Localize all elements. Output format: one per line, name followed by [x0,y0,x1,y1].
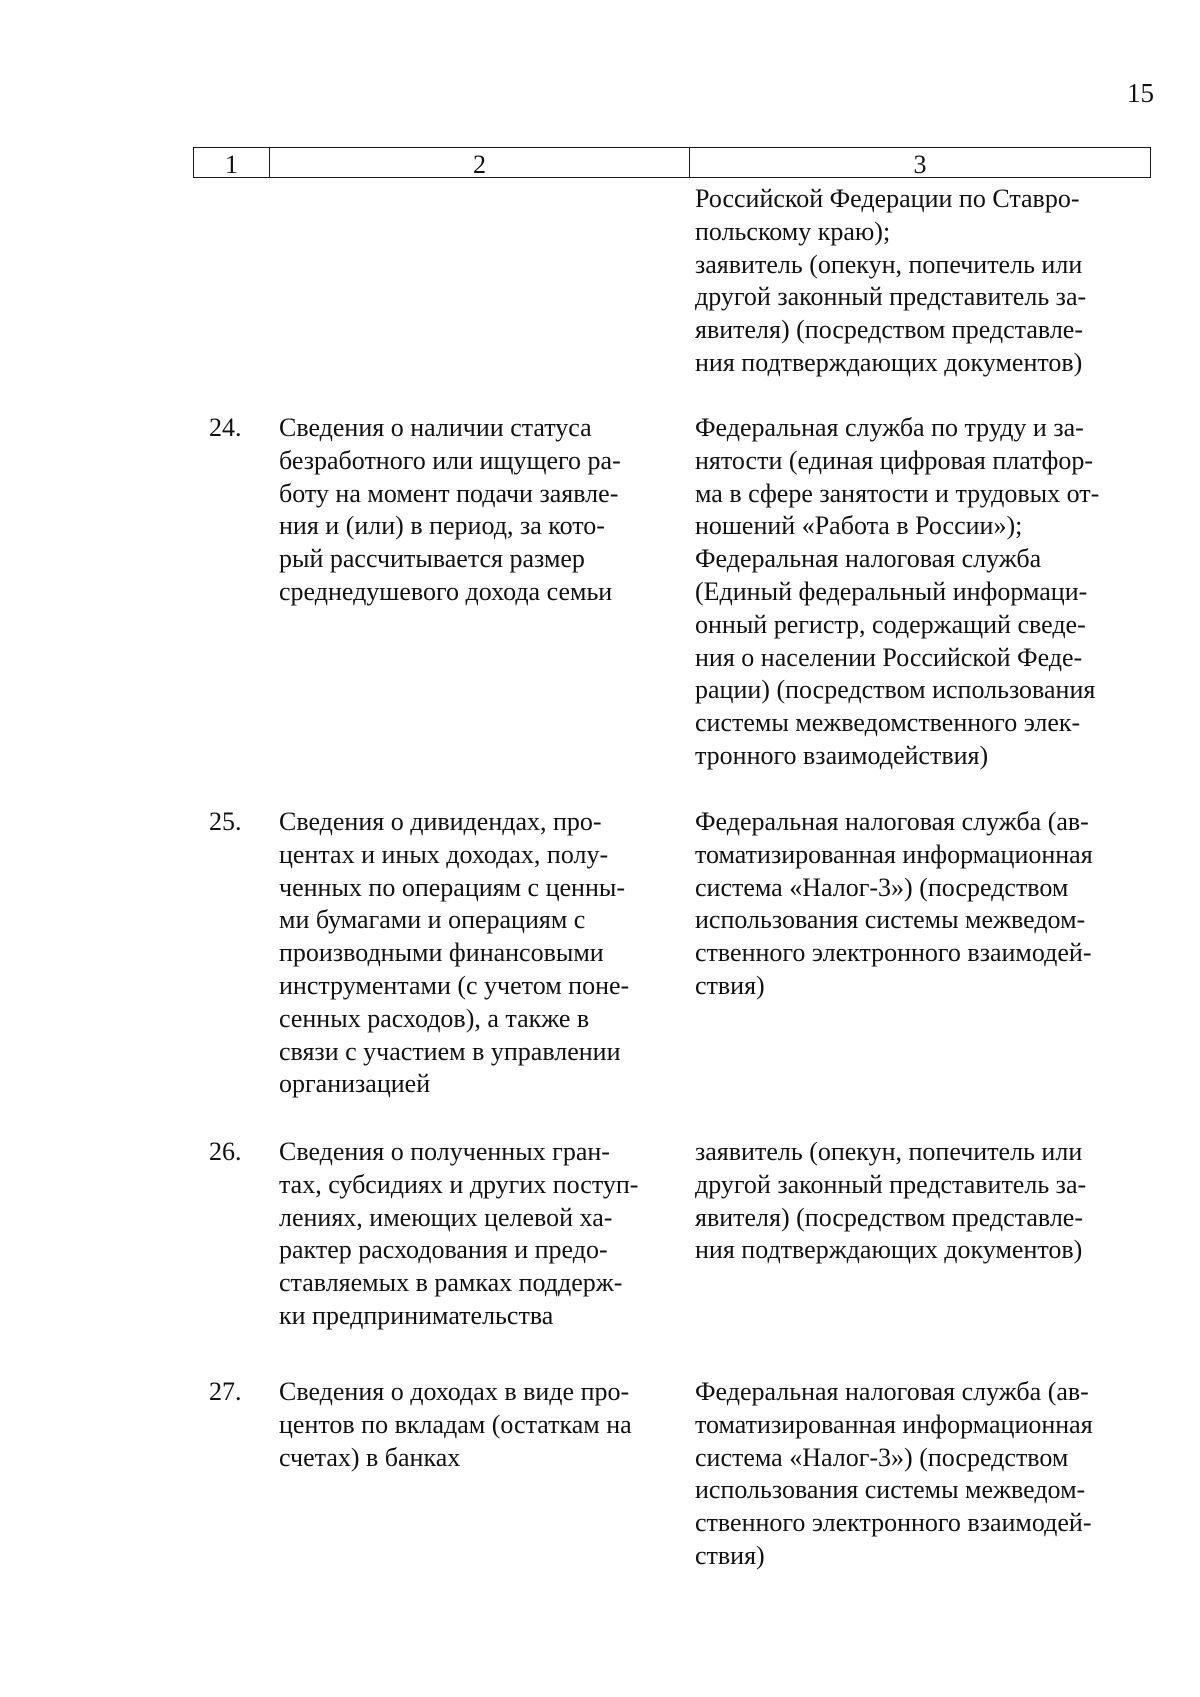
row-24-number: 24. [209,413,242,442]
row-26-number: 26. [209,1137,242,1166]
table-header [193,147,1151,178]
continuation-col3: Российской Федерации по Ставро- польскому краю); заявитель (опекун, попечитель или другой законный представитель за- явителя) (посредством представле- ния подтверждающих документов) [695,184,1087,377]
row-27-info: Сведения о доходах в виде про- центов по вкладам (остаткам на счетах) в банках [279,1377,632,1472]
row-27-source: Федеральная налоговая служба (ав- томатизированная информационная система «Налог-3») (посредством использования системы межведом- ственного электронного взаимодей- ствия) [695,1377,1093,1570]
row-26-source: заявитель (опекун, попечитель или другой законный представитель за- явителя) (посредством представле- ния подтверждающих документов) [695,1137,1087,1265]
row-24-source: Федеральная служба по труду и за- нятости (единая цифровая платфор- ма в сфере занятости и трудовых от- ношений «Работа в России»); Федеральная налоговая служба (Единый федеральный информаци- онный регистр, содержащий сведе- ния о населении Российской Феде- рации) (посредством использования системы межведомственного элек- тронного взаимодействия) [695,413,1100,770]
header-col-1: 1 [194,148,270,177]
page-number: 15 [1127,78,1154,108]
row-27-number: 27. [209,1377,242,1406]
header-col-2: 2 [270,148,690,177]
row-25-source: Федеральная налоговая служба (ав- томатизированная информационная система «Налог-3») (посредством использования системы межведом- ственного электронного взаимодей- ствия) [695,807,1093,1000]
row-25-number: 25. [209,807,242,836]
header-col-3: 3 [913,149,927,179]
row-26-info: Сведения о полученных гран- тах, субсидиях и других поступ- лениях, имеющих целевой ха- рактер расходования и предо- ставляемых в рамках поддерж- ки предпринимательства [279,1137,639,1330]
row-25-info: Сведения о дивидендах, про- центах и иных доходах, полу- ченных по операциям с ценны- ми бумагами и операциям с производными финансовыми инструментами (с учетом поне- сенных расходов), а также в связи с участием в управлении организацией [279,807,630,1099]
row-24-info: Сведения о наличии статуса безработного или ищущего ра- боту на момент подачи заявле- ния и (или) в период, за кото- рый рассчитывается размер среднедушевого дохода семьи [279,413,621,606]
